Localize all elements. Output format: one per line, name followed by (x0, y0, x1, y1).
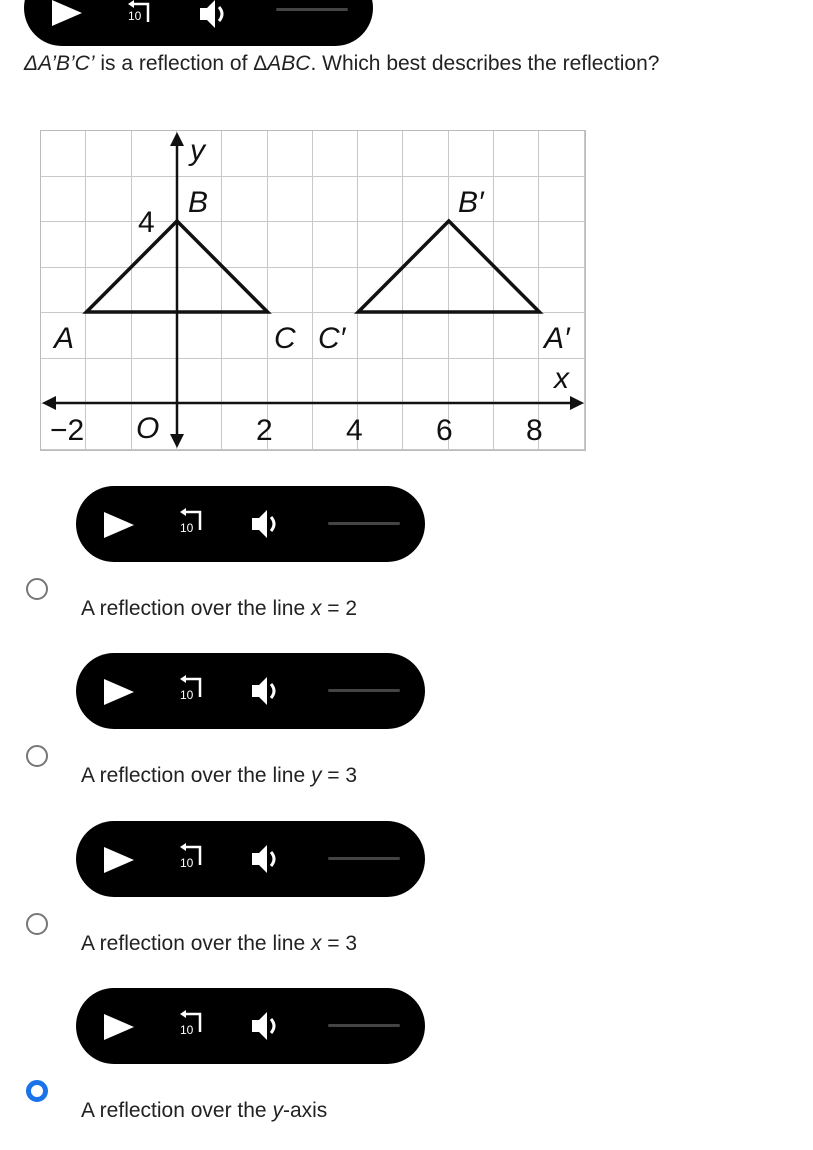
point-label-b-prime: B′ (458, 186, 484, 219)
svg-text:10: 10 (180, 688, 194, 702)
point-label-a: A (54, 322, 75, 355)
svg-text:10: 10 (180, 1023, 194, 1037)
option-rest: = 3 (321, 764, 358, 787)
option-audio-player[interactable] (76, 821, 425, 897)
x-axis-right-arrow (570, 396, 584, 410)
speaker-icon[interactable] (248, 673, 284, 709)
option-radio-4[interactable] (26, 1080, 48, 1102)
x-axis-left-arrow (42, 396, 56, 410)
play-icon[interactable] (104, 847, 134, 873)
question-text (24, 52, 659, 76)
point-label-b: B (188, 186, 209, 219)
option-variable: y (272, 1099, 283, 1122)
y-tick-4: 4 (138, 206, 155, 239)
option-variable: y (310, 764, 322, 787)
option-label-4[interactable] (81, 1099, 327, 1123)
option-audio-player[interactable] (76, 486, 425, 562)
point-label-c-prime: C′ (318, 322, 346, 355)
option-text: A reflection over the line (81, 764, 311, 787)
option-label-2[interactable] (81, 764, 357, 788)
svg-text:10: 10 (180, 521, 194, 535)
option-rest: = 3 (321, 932, 358, 955)
question-prefix: ΔA’B’C’ (24, 52, 95, 75)
option-radio-1[interactable] (26, 578, 48, 600)
question-abc: ABC (267, 52, 311, 75)
question-suffix: . Which best describes the reflection? (310, 52, 660, 75)
play-icon[interactable] (104, 512, 134, 538)
replay-10-icon[interactable] (122, 0, 158, 34)
speaker-icon[interactable] (196, 0, 232, 32)
option-text: A reflection over the line (81, 597, 311, 620)
option-radio-2[interactable] (26, 745, 48, 767)
y-axis-down-arrow (170, 434, 184, 448)
point-label-a-prime: A′ (544, 322, 570, 355)
axis-label-x: x (554, 362, 569, 395)
x-tick-2: 2 (256, 414, 273, 447)
play-icon[interactable] (52, 0, 82, 26)
option-rest: = 2 (321, 597, 358, 620)
option-audio-player[interactable] (76, 653, 425, 729)
svg-text:10: 10 (128, 9, 142, 23)
speaker-icon[interactable] (248, 506, 284, 542)
question-middle: is a reflection of Δ (94, 52, 268, 75)
option-audio-player[interactable] (76, 988, 425, 1064)
option-variable: x (310, 597, 322, 620)
replay-10-icon[interactable] (174, 506, 210, 542)
axis-label-y: y (190, 134, 205, 167)
x-tick-neg2: −2 (50, 414, 85, 447)
option-label-3[interactable] (81, 932, 357, 956)
question-audio-player[interactable] (24, 0, 373, 46)
speaker-icon[interactable] (248, 1008, 284, 1044)
option-radio-3[interactable] (26, 913, 48, 935)
x-tick-8: 8 (526, 414, 543, 447)
y-axis-up-arrow (170, 132, 184, 146)
replay-10-icon[interactable] (174, 841, 210, 877)
play-icon[interactable] (104, 1014, 134, 1040)
svg-text:10: 10 (180, 856, 194, 870)
x-tick-6: 6 (436, 414, 453, 447)
replay-10-icon[interactable] (174, 1008, 210, 1044)
option-text: A reflection over the line (81, 932, 311, 955)
play-icon[interactable] (104, 679, 134, 705)
option-text: A reflection over the (81, 1099, 273, 1122)
audio-progress-track[interactable] (328, 522, 400, 525)
speaker-icon[interactable] (248, 841, 284, 877)
audio-progress-track[interactable] (328, 857, 400, 860)
audio-progress-track[interactable] (328, 1024, 400, 1027)
replay-10-icon[interactable] (174, 673, 210, 709)
point-label-c: C (274, 322, 296, 355)
option-variable: x (310, 932, 322, 955)
coordinate-graph (40, 130, 586, 452)
audio-progress-track[interactable] (328, 689, 400, 692)
origin-label: O (136, 412, 160, 445)
option-label-1[interactable] (81, 597, 357, 621)
audio-progress-track[interactable] (276, 8, 348, 11)
option-rest: -axis (282, 1099, 328, 1122)
x-tick-4: 4 (346, 414, 363, 447)
